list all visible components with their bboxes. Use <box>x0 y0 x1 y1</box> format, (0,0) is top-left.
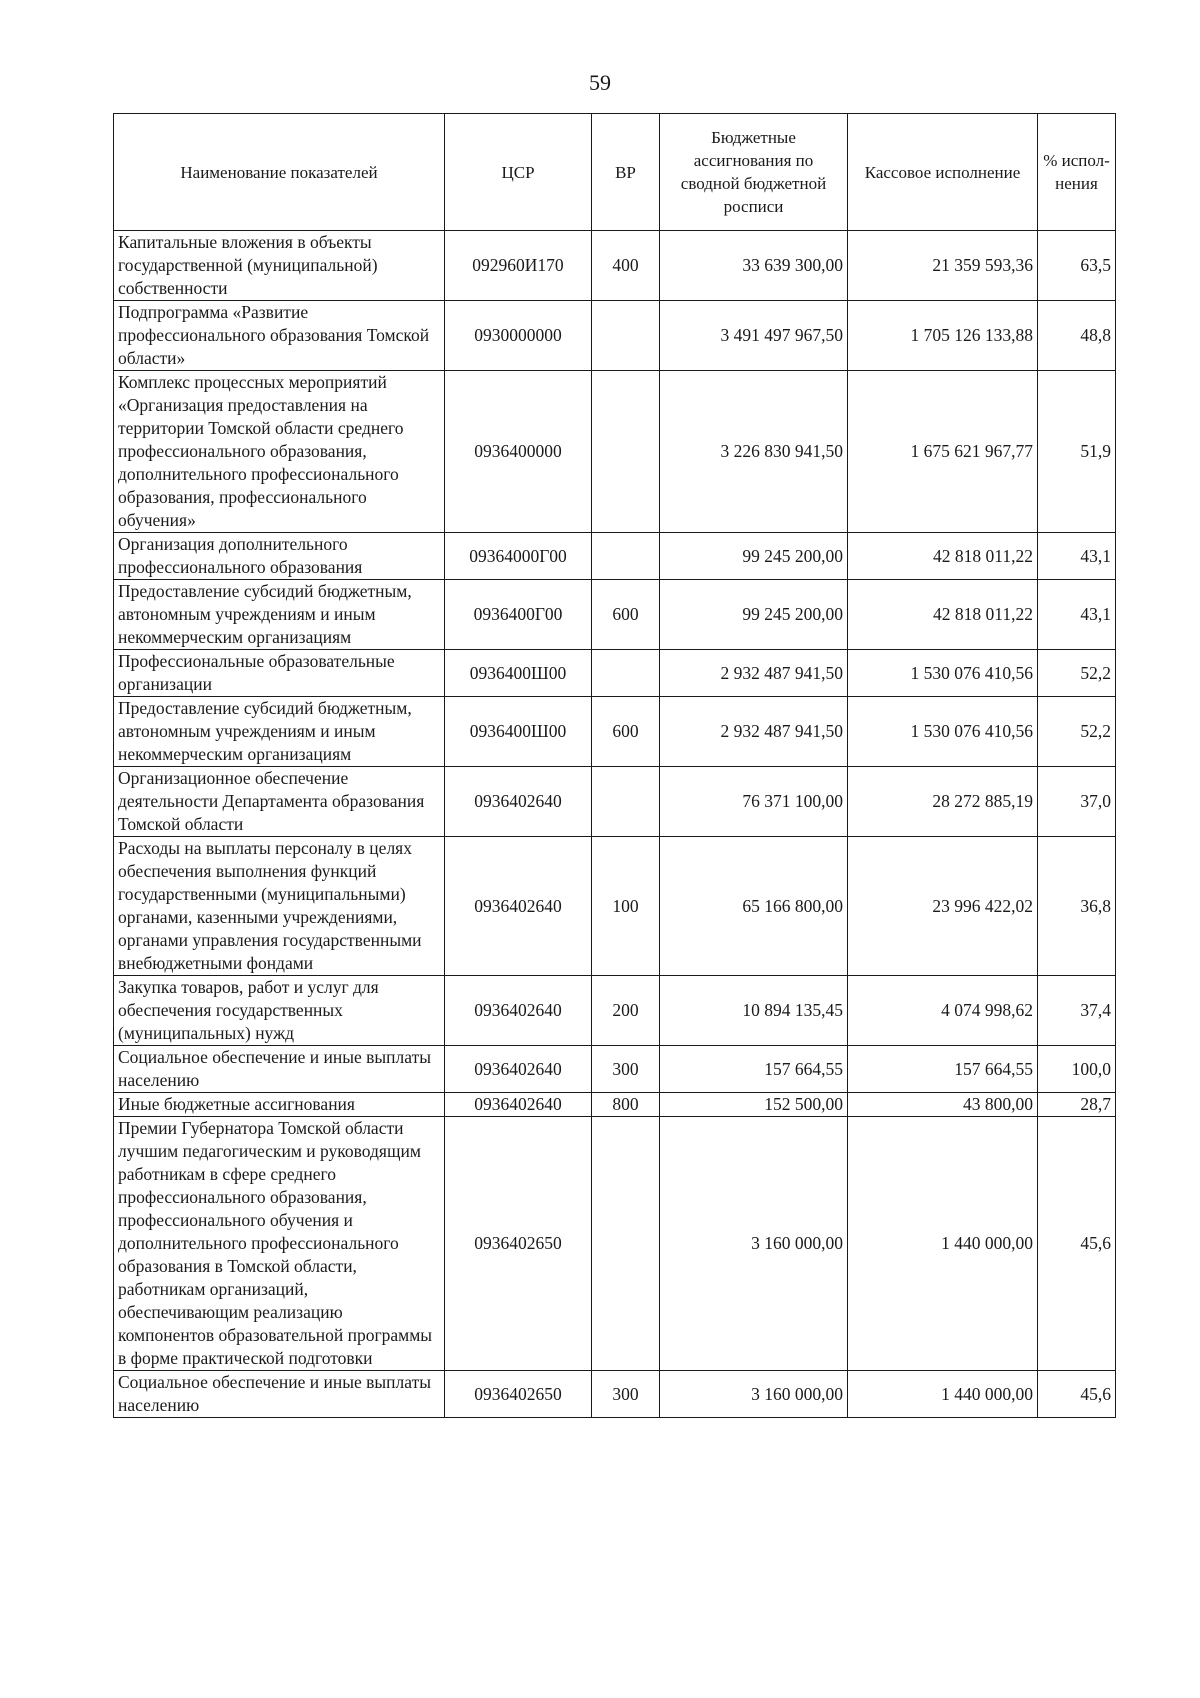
header-vr: ВР <box>592 114 660 231</box>
row-vr <box>592 1117 660 1371</box>
row-cash-execution: 157 664,55 <box>848 1046 1038 1093</box>
row-execution-percent: 28,7 <box>1038 1093 1116 1117</box>
row-csr: 0936402650 <box>445 1117 592 1371</box>
row-vr: 800 <box>592 1093 660 1117</box>
row-execution-percent: 52,2 <box>1038 697 1116 767</box>
row-budget-allocation: 99 245 200,00 <box>660 533 848 580</box>
row-cash-execution: 21 359 593,36 <box>848 231 1038 301</box>
row-indicator-name: Организация дополнительного профессионального образования <box>114 533 445 580</box>
row-vr: 600 <box>592 580 660 650</box>
row-vr <box>592 650 660 697</box>
header-execution-percent: % испол-нения <box>1038 114 1116 231</box>
table-row <box>114 533 1116 580</box>
table-row <box>114 371 1116 533</box>
row-indicator-name: Комплекс процессных мероприятий «Организация предоставления на территории Томской области среднего профессионального образования, дополнительного профессионального образования, профессионального обучения» <box>114 371 445 533</box>
row-execution-percent: 37,4 <box>1038 976 1116 1046</box>
row-cash-execution: 42 818 011,22 <box>848 580 1038 650</box>
row-budget-allocation: 76 371 100,00 <box>660 767 848 837</box>
table-row <box>114 1093 1116 1117</box>
row-cash-execution: 1 440 000,00 <box>848 1371 1038 1418</box>
row-budget-allocation: 99 245 200,00 <box>660 580 848 650</box>
table-row <box>114 301 1116 371</box>
row-vr <box>592 767 660 837</box>
row-vr: 200 <box>592 976 660 1046</box>
row-vr: 300 <box>592 1046 660 1093</box>
row-execution-percent: 43,1 <box>1038 533 1116 580</box>
table-row <box>114 837 1116 976</box>
row-indicator-name: Капитальные вложения в объекты государственной (муниципальной) собственности <box>114 231 445 301</box>
row-cash-execution: 1 705 126 133,88 <box>848 301 1038 371</box>
row-indicator-name: Организационное обеспечение деятельности Департамента образования Томской области <box>114 767 445 837</box>
row-csr: 0936402640 <box>445 837 592 976</box>
row-execution-percent: 63,5 <box>1038 231 1116 301</box>
page-number: 59 <box>589 70 611 95</box>
row-csr: 0936400Г00 <box>445 580 592 650</box>
row-csr: 0936402640 <box>445 1046 592 1093</box>
table-row <box>114 697 1116 767</box>
row-cash-execution: 1 530 076 410,56 <box>848 697 1038 767</box>
row-csr: 0936400Ш00 <box>445 697 592 767</box>
row-cash-execution: 1 530 076 410,56 <box>848 650 1038 697</box>
row-execution-percent: 52,2 <box>1038 650 1116 697</box>
row-csr: 0930000000 <box>445 301 592 371</box>
row-budget-allocation: 3 160 000,00 <box>660 1371 848 1418</box>
row-vr: 600 <box>592 697 660 767</box>
row-execution-percent: 45,6 <box>1038 1371 1116 1418</box>
row-indicator-name: Социальное обеспечение и иные выплаты населению <box>114 1371 445 1418</box>
header-row <box>114 114 1116 231</box>
row-vr: 400 <box>592 231 660 301</box>
row-budget-allocation: 3 491 497 967,50 <box>660 301 848 371</box>
row-vr <box>592 301 660 371</box>
row-indicator-name: Подпрограмма «Развитие профессионального образования Томской области» <box>114 301 445 371</box>
row-budget-allocation: 2 932 487 941,50 <box>660 697 848 767</box>
row-execution-percent: 36,8 <box>1038 837 1116 976</box>
row-cash-execution: 43 800,00 <box>848 1093 1038 1117</box>
header-budget-allocations: Бюджетные ассигнования по сводной бюджетной росписи <box>660 114 848 231</box>
row-execution-percent: 45,6 <box>1038 1117 1116 1371</box>
row-csr: 0936402640 <box>445 767 592 837</box>
row-indicator-name: Расходы на выплаты персоналу в целях обеспечения выполнения функций государственными (муниципальными) органами, казенными учреждениями, органами управления государственными внебюджетными фондами <box>114 837 445 976</box>
row-indicator-name: Социальное обеспечение и иные выплаты населению <box>114 1046 445 1093</box>
row-execution-percent: 43,1 <box>1038 580 1116 650</box>
table-body <box>114 231 1116 1418</box>
row-csr: 09364000Г00 <box>445 533 592 580</box>
table-row <box>114 580 1116 650</box>
row-indicator-name: Предоставление субсидий бюджетным, автономным учреждениям и иным некоммерческим организациям <box>114 697 445 767</box>
row-vr <box>592 371 660 533</box>
row-budget-allocation: 152 500,00 <box>660 1093 848 1117</box>
row-budget-allocation: 65 166 800,00 <box>660 837 848 976</box>
row-budget-allocation: 33 639 300,00 <box>660 231 848 301</box>
row-vr: 100 <box>592 837 660 976</box>
row-execution-percent: 37,0 <box>1038 767 1116 837</box>
row-budget-allocation: 2 932 487 941,50 <box>660 650 848 697</box>
row-csr: 0936402650 <box>445 1371 592 1418</box>
row-cash-execution: 1 675 621 967,77 <box>848 371 1038 533</box>
row-vr <box>592 533 660 580</box>
row-csr: 0936400000 <box>445 371 592 533</box>
header-cash-execution: Кассовое исполнение <box>848 114 1038 231</box>
row-execution-percent: 100,0 <box>1038 1046 1116 1093</box>
row-csr: 0936400Ш00 <box>445 650 592 697</box>
row-execution-percent: 48,8 <box>1038 301 1116 371</box>
row-vr: 300 <box>592 1371 660 1418</box>
budget-execution-table <box>113 113 1116 1418</box>
row-indicator-name: Премии Губернатора Томской области лучшим педагогическим и руководящим работникам в сфере среднего профессионального образования, профессионального обучения и дополнительного профессионального образования в Томской области, работникам организаций, обеспечивающим реализацию компонентов образовательной программы в форме практической подготовки <box>114 1117 445 1371</box>
row-csr: 092960И170 <box>445 231 592 301</box>
row-cash-execution: 28 272 885,19 <box>848 767 1038 837</box>
table-row <box>114 1046 1116 1093</box>
row-csr: 0936402640 <box>445 976 592 1046</box>
row-indicator-name: Предоставление субсидий бюджетным, автономным учреждениям и иным некоммерческим организациям <box>114 580 445 650</box>
row-csr: 0936402640 <box>445 1093 592 1117</box>
row-budget-allocation: 157 664,55 <box>660 1046 848 1093</box>
row-cash-execution: 23 996 422,02 <box>848 837 1038 976</box>
table-row <box>114 1117 1116 1371</box>
table-row <box>114 231 1116 301</box>
table-row <box>114 976 1116 1046</box>
row-cash-execution: 4 074 998,62 <box>848 976 1038 1046</box>
row-budget-allocation: 3 160 000,00 <box>660 1117 848 1371</box>
table-header <box>114 114 1116 231</box>
row-budget-allocation: 3 226 830 941,50 <box>660 371 848 533</box>
row-indicator-name: Иные бюджетные ассигнования <box>114 1093 445 1117</box>
row-indicator-name: Закупка товаров, работ и услуг для обеспечения государственных (муниципальных) нужд <box>114 976 445 1046</box>
row-budget-allocation: 10 894 135,45 <box>660 976 848 1046</box>
header-csr: ЦСР <box>445 114 592 231</box>
table-row <box>114 767 1116 837</box>
table-row <box>114 650 1116 697</box>
table-row <box>114 1371 1116 1418</box>
row-cash-execution: 42 818 011,22 <box>848 533 1038 580</box>
row-execution-percent: 51,9 <box>1038 371 1116 533</box>
row-indicator-name: Профессиональные образовательные организации <box>114 650 445 697</box>
row-cash-execution: 1 440 000,00 <box>848 1117 1038 1371</box>
header-indicator-name: Наименование показателей <box>114 114 445 231</box>
